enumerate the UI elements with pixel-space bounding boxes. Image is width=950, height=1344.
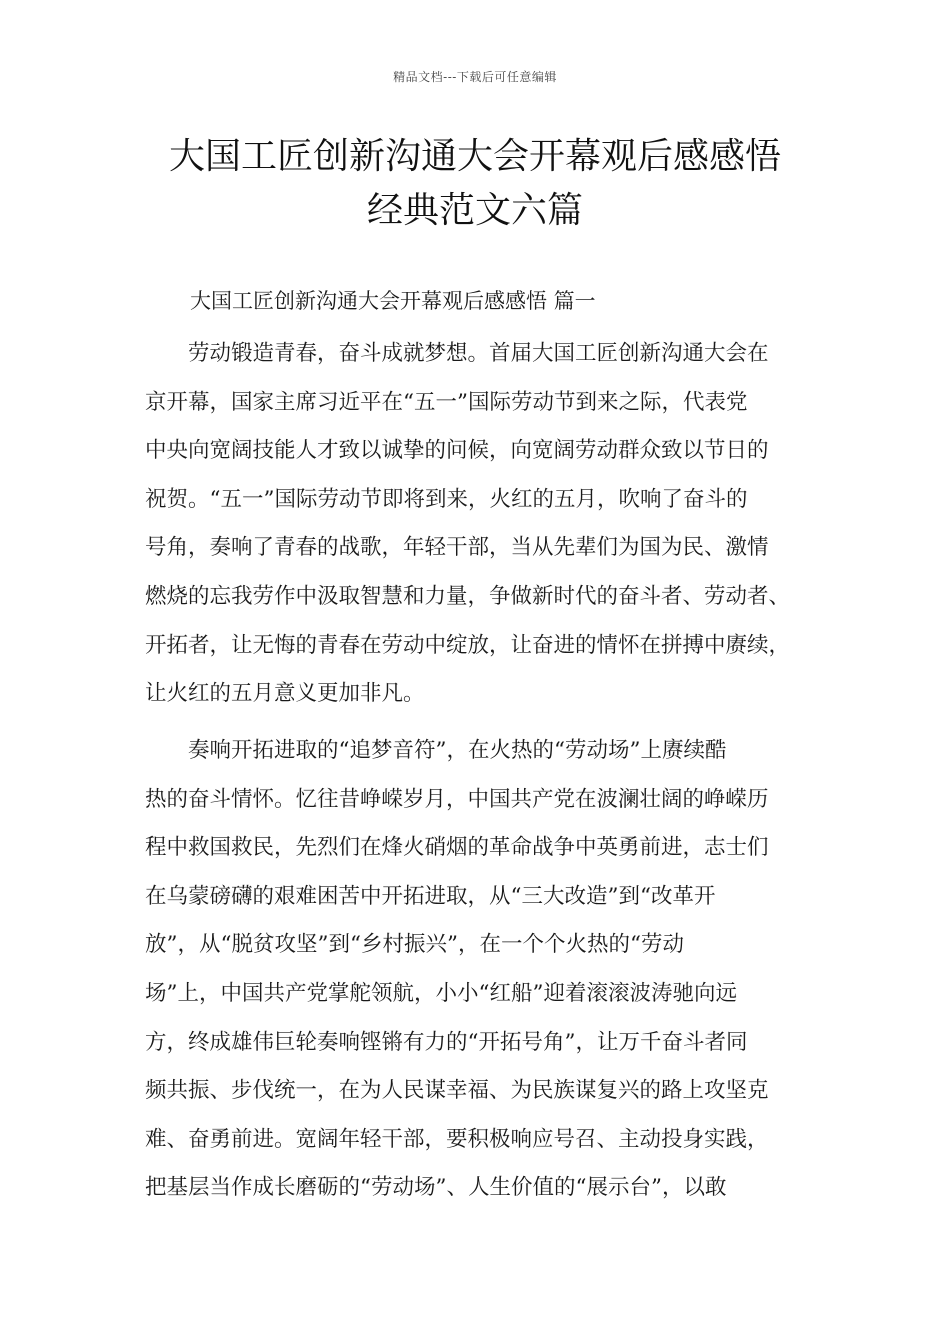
paragraph-line: 奏响开拓进取的“追梦音符”，在火热的“劳动场”上赓续酷 [145, 738, 727, 763]
paragraph-line: 方，终成雄伟巨轮奏响铿锵有力的“开拓号角”，让万千奋斗者同 [145, 1029, 748, 1055]
document-title [60, 130, 890, 238]
paragraph-line: 把基层当作成长磨砺的“劳动场”、人生价值的“展示台”，以敢 [145, 1175, 727, 1201]
paragraph-line: 让火红的五月意义更加非凡。 [145, 681, 425, 707]
section-heading: 大国工匠创新沟通大会开幕观后感感悟 篇一 [190, 289, 596, 313]
paragraph-line: 劳动锻造青春，奋斗成就梦想。首届大国工匠创新沟通大会在 [145, 341, 769, 366]
paragraph-2 [145, 727, 825, 1213]
paragraph-line: 开拓者，让无悔的青春在劳动中绽放，让奋进的情怀在拼搏中赓续， [145, 632, 791, 658]
paragraph-line: 中央向宽阔技能人才致以诚挚的问候，向宽阔劳动群众致以节日的 [145, 438, 769, 464]
paragraph-1 [145, 330, 825, 719]
page-header: 精品文档---下载后可任意编辑 [393, 70, 557, 84]
paragraph-line: 京开幕，国家主席习近平在“五一”国际劳动节到来之际，代表党 [145, 389, 748, 415]
paragraph-line: 频共振、步伐统一，在为人民谋幸福、为民族谋复兴的路上攻坚克 [145, 1078, 769, 1104]
document-title-line-1: 大国工匠创新沟通大会开幕观后感感悟 [168, 136, 781, 177]
paragraph-line: 热的奋斗情怀。忆往昔峥嵘岁月，中国共产党在波澜壮阔的峥嵘历 [145, 786, 769, 812]
paragraph-line: 在乌蒙磅礴的艰难困苦中开拓进取，从“三大改造”到“改革开 [145, 883, 716, 909]
paragraph-line: 号角，奏响了青春的战歌，年轻干部，当从先辈们为国为民、激情 [145, 535, 769, 561]
document-title-line-2: 经典范文六篇 [366, 190, 583, 231]
paragraph-line: 燃烧的忘我劳作中汲取智慧和力量，争做新时代的奋斗者、劳动者、 [145, 583, 791, 609]
paragraph-line: 难、奋勇前进。宽阔年轻干部，要积极响应号召、主动投身实践， [145, 1126, 769, 1152]
paragraph-line: 放”，从“脱贫攻坚”到“乡村振兴”，在一个个火热的“劳动 [145, 932, 684, 958]
paragraph-line: 祝贺。“五一”国际劳动节即将到来，火红的五月，吹响了奋斗的 [145, 486, 748, 512]
paragraph-line: 程中救国救民，先烈们在烽火硝烟的革命战争中英勇前进，志士们 [145, 835, 769, 861]
paragraph-line: 场”上，中国共产党掌舵领航，小小“红船”迎着滚滚波涛驰向远 [145, 980, 737, 1006]
